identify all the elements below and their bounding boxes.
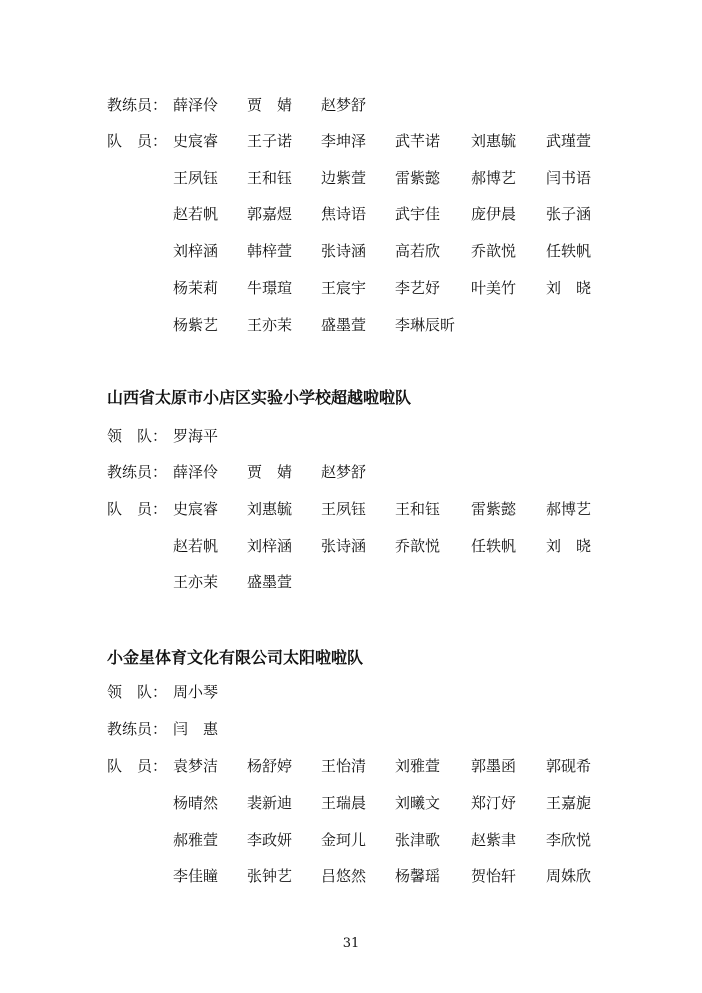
member-name: 郝雅萱 [173,831,219,849]
coach-name: 薛泽伶 [173,463,219,481]
member-name: 王夙钰 [173,169,219,187]
member-name: 王亦茉 [173,573,219,591]
team-title: 山西省太原市小店区实验小学校超越啦啦队 [107,388,412,407]
member-name: 李欣悦 [546,831,592,849]
member-name: 张津歌 [395,831,441,849]
coach-name: 贾 婧 [247,463,293,481]
member-name: 杨紫艺 [173,316,219,334]
member-name: 李佳瞳 [173,867,219,885]
member-name: 贺怡轩 [471,867,517,885]
member-name: 吕悠然 [321,867,367,885]
member-name: 刘惠毓 [471,132,517,150]
coach-label: 教练员： [107,463,168,481]
member-name: 史宸睿 [173,132,219,150]
member-name: 张诗涵 [321,537,367,555]
leader-name: 罗海平 [173,427,219,445]
member-name: 刘 晓 [546,537,592,555]
member-name: 史宸睿 [173,500,219,518]
member-name: 庞伊晨 [471,205,517,223]
member-name: 杨茉莉 [173,279,219,297]
leader-name: 周小琴 [173,683,219,701]
member-name: 刘惠毓 [247,500,293,518]
member-name: 张子涵 [546,205,592,223]
member-name: 李坤泽 [321,132,367,150]
member-name: 刘雅萱 [395,757,441,775]
member-name: 王和钰 [395,500,441,518]
coach-name: 薛泽伶 [173,96,219,114]
member-name: 闫书语 [546,169,592,187]
member-name: 雷紫懿 [395,169,441,187]
coach-name: 闫 惠 [173,720,219,738]
member-name: 叶美竹 [471,279,517,297]
member-name: 郭砚希 [546,757,592,775]
member-name: 盛墨萱 [247,573,293,591]
member-name: 王怡清 [321,757,367,775]
member-name: 盛墨萱 [321,316,367,334]
member-name: 武瑾萱 [546,132,592,150]
member-name: 雷紫懿 [471,500,517,518]
members-label: 队 员： [107,757,168,775]
member-name: 郭嘉煜 [247,205,293,223]
member-name: 刘 晓 [546,279,592,297]
page-number: 31 [342,936,360,951]
member-name: 王亦茉 [247,316,293,334]
member-name: 乔歆悦 [471,242,517,260]
coach-name: 贾 婧 [247,96,293,114]
member-name: 杨馨瑶 [395,867,441,885]
member-name: 杨晴然 [173,794,219,812]
member-name: 乔歆悦 [395,537,441,555]
member-name: 边紫萱 [321,169,367,187]
member-name: 张诗涵 [321,242,367,260]
member-name: 杨舒婷 [247,757,293,775]
member-name: 武宇佳 [395,205,441,223]
member-name: 任轶帆 [546,242,592,260]
member-name: 张钟艺 [247,867,293,885]
member-name: 王嘉旎 [546,794,592,812]
member-name: 王瑞晨 [321,794,367,812]
member-name: 刘梓涵 [247,537,293,555]
coach-name: 赵梦舒 [321,463,367,481]
members-label: 队 员： [107,132,168,150]
member-name: 郑汀妤 [471,794,517,812]
member-name: 高若欣 [395,242,441,260]
member-name: 韩梓萱 [247,242,293,260]
member-name: 郝博艺 [546,500,592,518]
coach-name: 赵梦舒 [321,96,367,114]
member-name: 焦诗语 [321,205,367,223]
member-name: 金珂儿 [321,831,367,849]
member-name: 王宸宇 [321,279,367,297]
member-name: 王和钰 [247,169,293,187]
member-name: 刘曦文 [395,794,441,812]
member-name: 牛璟瑄 [247,279,293,297]
member-name: 周姝欣 [546,867,592,885]
member-name: 赵若帆 [173,537,219,555]
members-label: 队 员： [107,500,168,518]
member-name: 李琳辰昕 [395,316,456,334]
leader-label: 领 队： [107,427,168,445]
member-name: 裴新迪 [247,794,293,812]
member-name: 赵若帆 [173,205,219,223]
member-name: 李政妍 [247,831,293,849]
member-name: 郝博艺 [471,169,517,187]
member-name: 李艺妤 [395,279,441,297]
team-title: 小金星体育文化有限公司太阳啦啦队 [107,648,364,667]
member-name: 王夙钰 [321,500,367,518]
member-name: 刘梓涵 [173,242,219,260]
coach-label: 教练员： [107,96,168,114]
member-name: 任轶帆 [471,537,517,555]
member-name: 袁梦洁 [173,757,219,775]
member-name: 郭墨函 [471,757,517,775]
leader-label: 领 队： [107,683,168,701]
member-name: 武芊诺 [395,132,441,150]
member-name: 赵紫聿 [471,831,517,849]
coach-label: 教练员： [107,720,168,738]
member-name: 王子诺 [247,132,293,150]
